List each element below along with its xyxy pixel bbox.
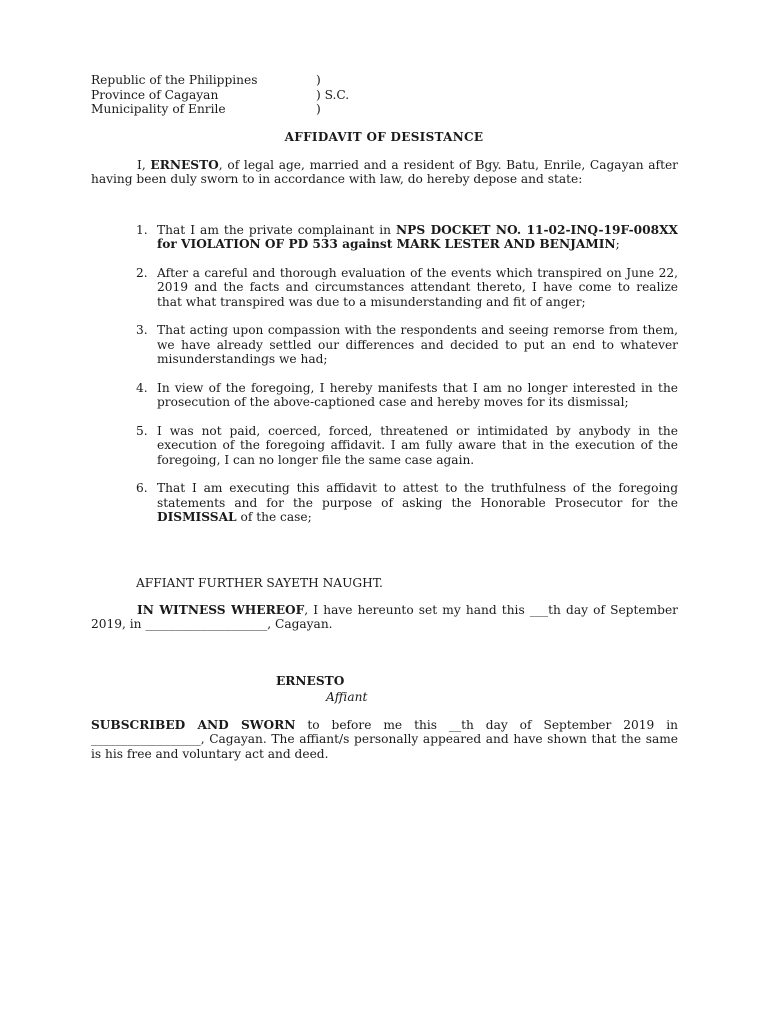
- caption-right: ) S.C.: [316, 87, 350, 102]
- affiant-role-label: Affiant: [326, 690, 368, 704]
- intro-post: , of legal age, married and a resident of Bgy. Batu, Enrile, Cagayan after having been duly sworn to in accordance with law, do hereby depose and state:: [91, 158, 679, 187]
- affiant-name-inline: ERNESTO: [150, 158, 219, 172]
- jurat-bold: SUBSCRIBED AND SWORN: [91, 718, 296, 732]
- item-text-pre: That I am executing this affidavit to attest to the truthfulness of the foregoing statements and for the purpose of asking the Honorable Prosecutor for the: [157, 481, 678, 510]
- item-text: [157, 481, 678, 524]
- document-title: AFFIDAVIT OF DESISTANCE: [284, 130, 484, 144]
- jurat-paragraph: [91, 718, 678, 761]
- item-text-post: of the case;: [236, 509, 312, 524]
- list-item: [136, 323, 678, 366]
- statement-list: [136, 223, 678, 539]
- witness-text: , I have hereunto set my hand this ___th day of September 2019, in ____________________, Cagayan.: [91, 603, 678, 632]
- caption-left: Municipality of Enrile: [91, 102, 226, 116]
- item-number: 2.: [136, 266, 148, 281]
- caption-right: ): [316, 73, 321, 87]
- caption-row: [91, 102, 391, 117]
- item-text-bold: DISMISSAL: [157, 509, 237, 524]
- caption-row: [91, 88, 391, 103]
- caption-left: Province of Cagayan: [91, 87, 219, 102]
- item-text: [157, 381, 678, 410]
- list-item: [136, 266, 678, 309]
- item-number: 1.: [136, 223, 148, 237]
- intro-paragraph: [91, 158, 678, 187]
- item-number: 3.: [136, 323, 148, 338]
- item-text: [157, 223, 678, 252]
- item-text-pre: That acting upon compassion with the respondents and seeing remorse from them, we have already settled our differences and decided to put an end to whatever misunderstandings we had;: [157, 323, 678, 367]
- intro-pre: I,: [137, 158, 151, 172]
- witness-paragraph: [91, 603, 678, 632]
- jurat-text: to before me this __th day of September 2019 in __________________, Cagayan. The affiant/s personally appeared and have shown that the same is his free and voluntary act and deed.: [91, 718, 678, 761]
- item-text-pre: That I am the private complainant in: [157, 223, 397, 237]
- list-item: [136, 481, 678, 524]
- affiant-signature-name: ERNESTO: [276, 674, 345, 688]
- item-number: 6.: [136, 481, 148, 496]
- case-caption: [91, 73, 391, 117]
- caption-row: [91, 73, 391, 88]
- list-item: [136, 381, 678, 410]
- witness-bold: IN WITNESS WHEREOF: [137, 603, 305, 617]
- caption-right: ): [316, 102, 321, 116]
- item-number: 5.: [136, 423, 148, 438]
- list-item: [136, 223, 678, 252]
- item-text: [157, 266, 678, 309]
- item-text: [157, 323, 678, 366]
- item-text-pre: In view of the foregoing, I hereby manifests that I am no longer interested in the prosecution of the above-captioned case and hereby moves for its dismissal;: [157, 380, 678, 410]
- caption-left: Republic of the Philippines: [91, 73, 258, 87]
- item-text-pre: I was not paid, coerced, forced, threatened or intimidated by anybody in the execution of the foregoing affidavit. I am fully aware that in the execution of the foregoing, I can no longer file the same case again.: [157, 423, 678, 467]
- item-text-bold: NPS DOCKET NO. 11-02-INQ-19F-008XX for VIOLATION OF PD 533 against MARK LESTER AND BENJAMIN: [157, 223, 678, 252]
- item-text-post: ;: [615, 237, 620, 252]
- list-item: [136, 424, 678, 467]
- closing-statement: AFFIANT FURTHER SAYETH NAUGHT.: [136, 576, 383, 590]
- item-text-pre: After a careful and thorough evaluation of the events which transpired on June 22, 2019 and the facts and circumstances attendant thereto, I have come to realize that what transpired was due to a misunderstanding and fit of anger;: [157, 266, 678, 309]
- item-text: [157, 424, 678, 467]
- item-number: 4.: [136, 380, 148, 395]
